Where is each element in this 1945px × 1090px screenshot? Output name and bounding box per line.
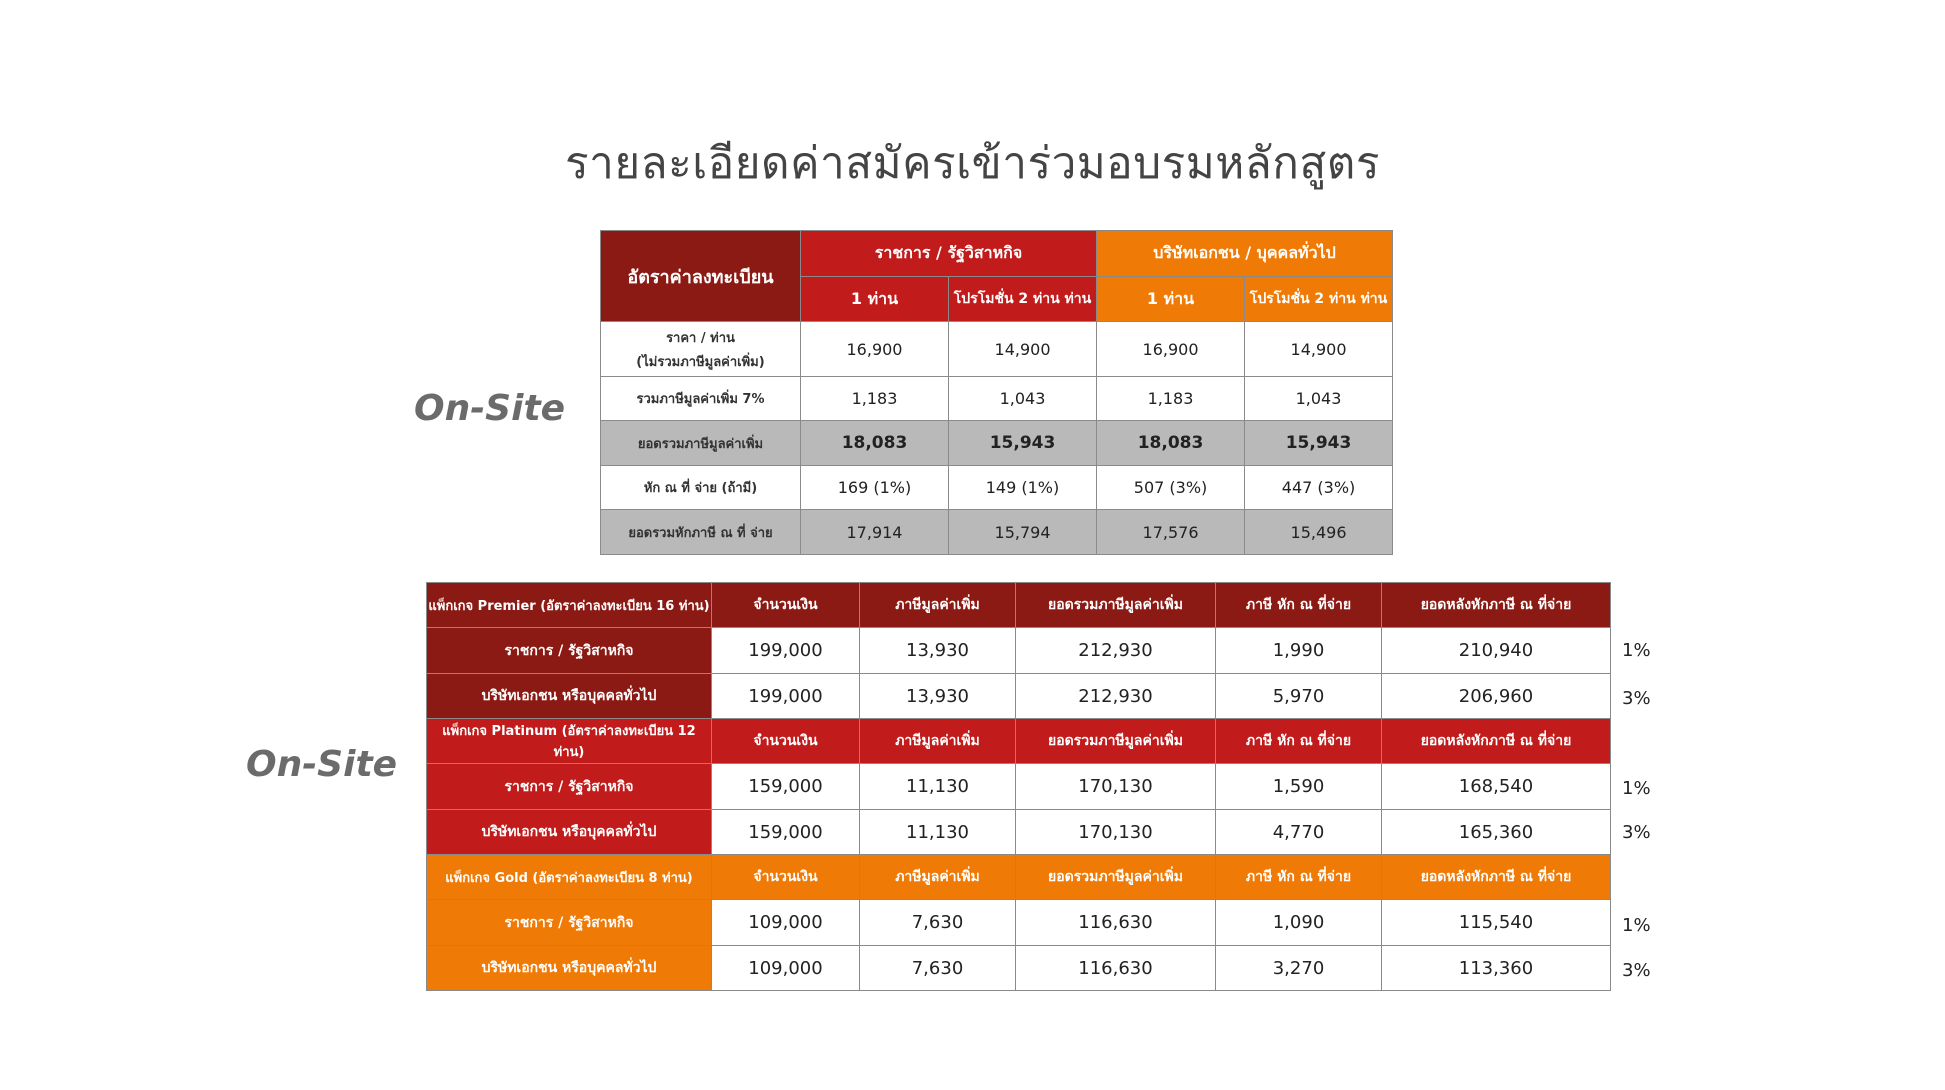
onsite-label-bottom: On-Site bbox=[246, 744, 398, 785]
cell: 447 (3%) bbox=[1245, 466, 1393, 510]
cell: 206,960 bbox=[1382, 674, 1611, 719]
cell: 11,130 bbox=[860, 764, 1016, 810]
cell: 199,000 bbox=[712, 628, 860, 674]
cell: 1,183 bbox=[1097, 377, 1245, 421]
cell: 3,270 bbox=[1216, 946, 1382, 991]
row-label: ยอดรวมภาษีมูลค่าเพิ่ม bbox=[601, 421, 801, 466]
cell: 159,000 bbox=[712, 810, 860, 855]
cell: 7,630 bbox=[860, 900, 1016, 946]
cell: 14,900 bbox=[949, 322, 1097, 377]
package-name: แพ็กเกจ Premier (อัตราค่าลงทะเบียน 16 ท่าน) bbox=[427, 583, 712, 628]
col-header: จำนวนเงิน bbox=[712, 583, 860, 628]
group-gov-header: ราชการ / รัฐวิสาหกิจ bbox=[801, 231, 1097, 277]
cell: 18,083 bbox=[1097, 421, 1245, 466]
cell: 159,000 bbox=[712, 764, 860, 810]
registration-rate-table bbox=[600, 230, 1393, 555]
table-row bbox=[427, 946, 1611, 991]
cell: 170,130 bbox=[1016, 764, 1216, 810]
package-header-row bbox=[427, 583, 1611, 628]
row-label: รวมภาษีมูลค่าเพิ่ม 7% bbox=[601, 377, 801, 421]
cell: 15,794 bbox=[949, 510, 1097, 555]
col-header: ภาษี หัก ณ ที่จ่าย bbox=[1216, 719, 1382, 764]
table-row bbox=[601, 377, 1393, 421]
cell: 507 (3%) bbox=[1097, 466, 1245, 510]
cell: 1,043 bbox=[1245, 377, 1393, 421]
cell: 169 (1%) bbox=[801, 466, 949, 510]
sub-header: 1 ท่าน bbox=[1097, 277, 1245, 322]
table-row bbox=[427, 764, 1611, 810]
package-header-row bbox=[427, 719, 1611, 764]
cell: 17,914 bbox=[801, 510, 949, 555]
col-header: ภาษีมูลค่าเพิ่ม bbox=[860, 855, 1016, 900]
col-header: ภาษี หัก ณ ที่จ่าย bbox=[1216, 855, 1382, 900]
col-header: ยอดรวมภาษีมูลค่าเพิ่ม bbox=[1016, 719, 1216, 764]
table-row bbox=[427, 900, 1611, 946]
sub-header: โปรโมชั่น 2 ท่าน ท่าน bbox=[1245, 277, 1393, 322]
cell: 16,900 bbox=[1097, 322, 1245, 377]
table-row bbox=[427, 674, 1611, 719]
cell: 113,360 bbox=[1382, 946, 1611, 991]
table-row bbox=[427, 628, 1611, 674]
col-header: จำนวนเงิน bbox=[712, 719, 860, 764]
cell: 212,930 bbox=[1016, 674, 1216, 719]
cell: 210,940 bbox=[1382, 628, 1611, 674]
cell: 15,943 bbox=[1245, 421, 1393, 466]
corner-header: อัตราค่าลงทะเบียน bbox=[601, 231, 801, 322]
page-title: รายละเอียดค่าสมัครเข้าร่วมอบรมหลักสูตร bbox=[565, 138, 1380, 189]
row-label bbox=[601, 322, 801, 377]
col-header: ยอดหลังหักภาษี ณ ที่จ่าย bbox=[1382, 855, 1611, 900]
package-name: แพ็กเกจ Gold (อัตราค่าลงทะเบียน 8 ท่าน) bbox=[427, 855, 712, 900]
cell: 199,000 bbox=[712, 674, 860, 719]
group-private-header: บริษัทเอกชน / บุคคลทั่วไป bbox=[1097, 231, 1393, 277]
sub-header: โปรโมชั่น 2 ท่าน ท่าน bbox=[949, 277, 1097, 322]
table-row bbox=[601, 510, 1393, 555]
table-row bbox=[601, 466, 1393, 510]
package-header-row bbox=[427, 855, 1611, 900]
row-label: ราชการ / รัฐวิสาหกิจ bbox=[427, 900, 712, 946]
cell: 212,930 bbox=[1016, 628, 1216, 674]
table-row bbox=[427, 810, 1611, 855]
row-label: บริษัทเอกชน หรือบุคคลทั่วไป bbox=[427, 810, 712, 855]
row-label: หัก ณ ที่ จ่าย (ถ้ามี) bbox=[601, 466, 801, 510]
cell: 170,130 bbox=[1016, 810, 1216, 855]
col-header: ยอดหลังหักภาษี ณ ที่จ่าย bbox=[1382, 719, 1611, 764]
cell: 149 (1%) bbox=[949, 466, 1097, 510]
col-header: ภาษี หัก ณ ที่จ่าย bbox=[1216, 583, 1382, 628]
cell: 16,900 bbox=[801, 322, 949, 377]
onsite-label-top: On-Site bbox=[414, 388, 566, 429]
row-label: บริษัทเอกชน หรือบุคคลทั่วไป bbox=[427, 674, 712, 719]
cell: 18,083 bbox=[801, 421, 949, 466]
cell: 1,090 bbox=[1216, 900, 1382, 946]
cell: 5,970 bbox=[1216, 674, 1382, 719]
cell: 14,900 bbox=[1245, 322, 1393, 377]
cell: 109,000 bbox=[712, 946, 860, 991]
cell: 15,496 bbox=[1245, 510, 1393, 555]
col-header: จำนวนเงิน bbox=[712, 855, 860, 900]
cell: 116,630 bbox=[1016, 946, 1216, 991]
row-label: ราชการ / รัฐวิสาหกิจ bbox=[427, 764, 712, 810]
pct-note: 1% bbox=[1622, 778, 1651, 799]
col-header: ยอดรวมภาษีมูลค่าเพิ่ม bbox=[1016, 855, 1216, 900]
row-label-line1: ราคา / ท่าน bbox=[666, 330, 735, 346]
cell: 13,930 bbox=[860, 674, 1016, 719]
cell: 1,183 bbox=[801, 377, 949, 421]
table-row bbox=[601, 421, 1393, 466]
row-label: ยอดรวมหักภาษี ณ ที่ จ่าย bbox=[601, 510, 801, 555]
cell: 1,990 bbox=[1216, 628, 1382, 674]
pct-note: 3% bbox=[1622, 822, 1651, 843]
cell: 11,130 bbox=[860, 810, 1016, 855]
pct-note: 1% bbox=[1622, 640, 1651, 661]
cell: 17,576 bbox=[1097, 510, 1245, 555]
row-label-line2: (ไม่รวมภาษีมูลค่าเพิ่ม) bbox=[636, 354, 765, 370]
pct-note: 1% bbox=[1622, 915, 1651, 936]
row-label: บริษัทเอกชน หรือบุคคลทั่วไป bbox=[427, 946, 712, 991]
cell: 165,360 bbox=[1382, 810, 1611, 855]
cell: 7,630 bbox=[860, 946, 1016, 991]
cell: 168,540 bbox=[1382, 764, 1611, 810]
cell: 1,043 bbox=[949, 377, 1097, 421]
cell: 15,943 bbox=[949, 421, 1097, 466]
cell: 115,540 bbox=[1382, 900, 1611, 946]
col-header: ยอดรวมภาษีมูลค่าเพิ่ม bbox=[1016, 583, 1216, 628]
cell: 1,590 bbox=[1216, 764, 1382, 810]
cell: 13,930 bbox=[860, 628, 1016, 674]
package-price-table bbox=[426, 582, 1611, 991]
pct-note: 3% bbox=[1622, 960, 1651, 981]
pct-note: 3% bbox=[1622, 688, 1651, 709]
table-row bbox=[601, 322, 1393, 377]
sub-header: 1 ท่าน bbox=[801, 277, 949, 322]
col-header: ยอดหลังหักภาษี ณ ที่จ่าย bbox=[1382, 583, 1611, 628]
cell: 116,630 bbox=[1016, 900, 1216, 946]
cell: 4,770 bbox=[1216, 810, 1382, 855]
col-header: ภาษีมูลค่าเพิ่ม bbox=[860, 719, 1016, 764]
package-name: แพ็กเกจ Platinum (อัตราค่าลงทะเบียน 12 ท่าน) bbox=[427, 719, 712, 764]
col-header: ภาษีมูลค่าเพิ่ม bbox=[860, 583, 1016, 628]
row-label: ราชการ / รัฐวิสาหกิจ bbox=[427, 628, 712, 674]
cell: 109,000 bbox=[712, 900, 860, 946]
